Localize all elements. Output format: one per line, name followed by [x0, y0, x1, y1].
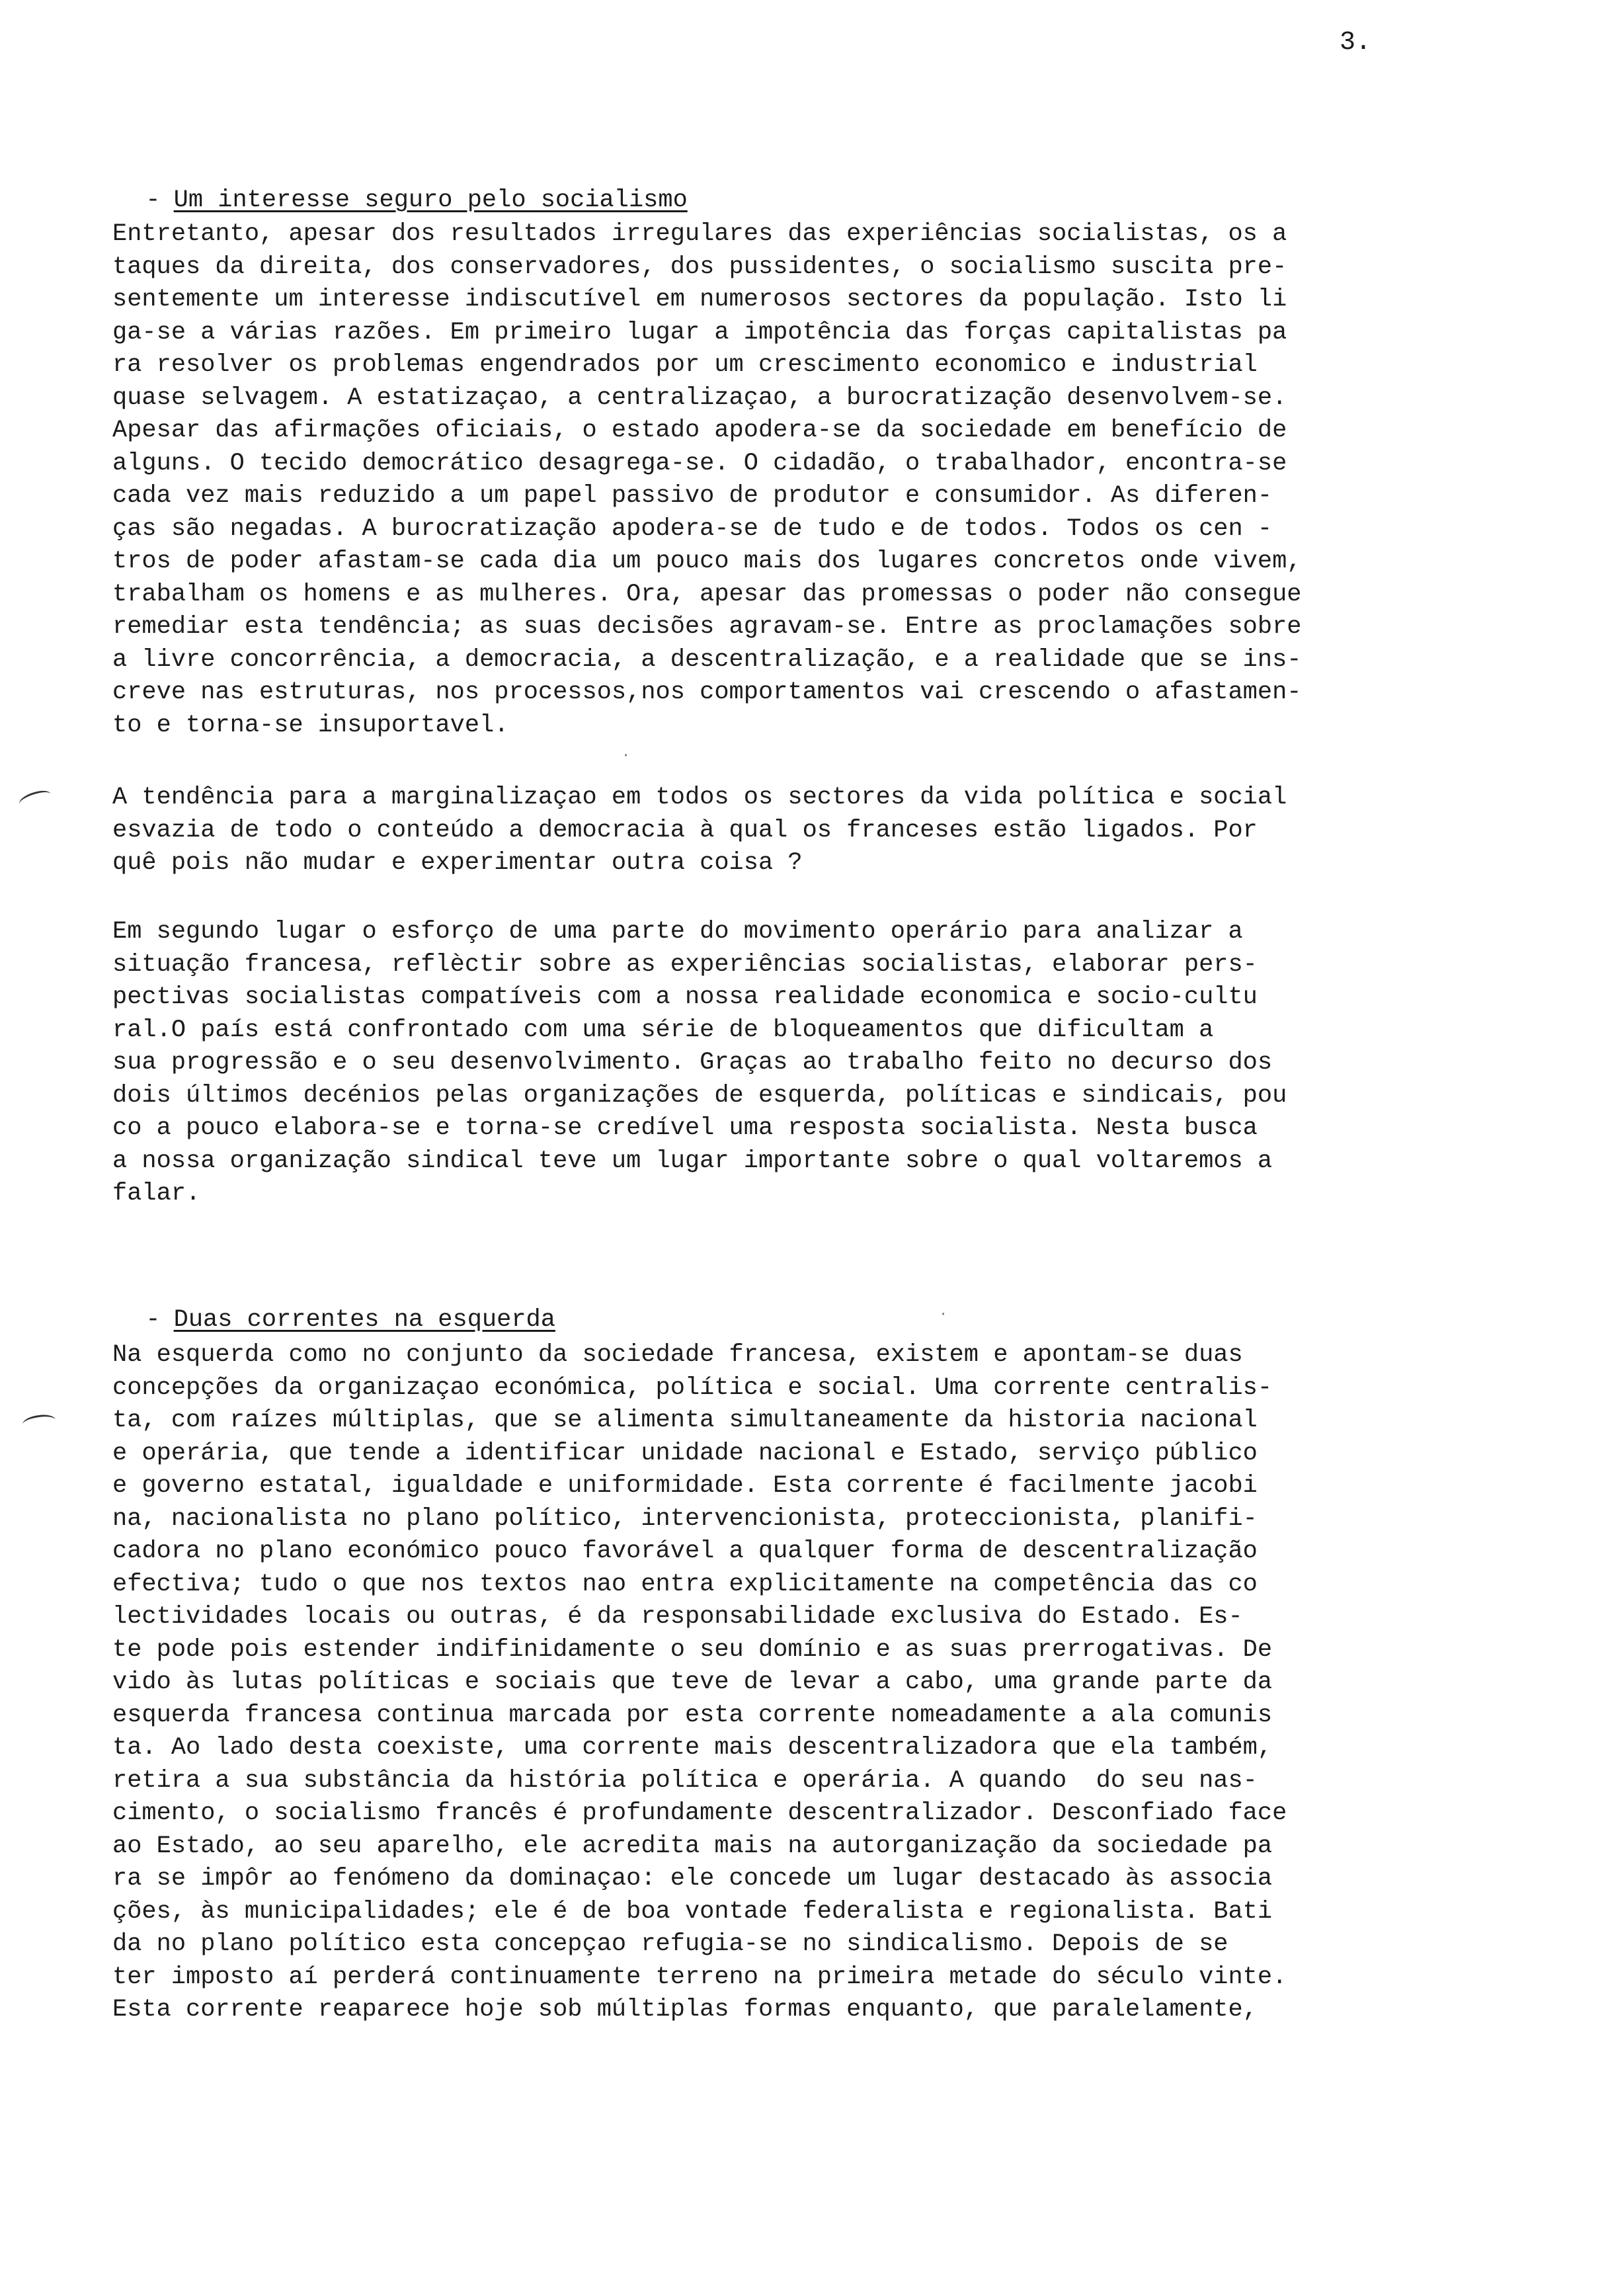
- paragraph: [112, 1339, 1287, 2027]
- text-line: tros de poder afastam-se cada dia um pouco mais dos lugares concretos onde vivem,: [112, 548, 1302, 575]
- text-line: quase selvagem. A estatizaçao, a centralizaçao, a burocratização desenvolvem-se.: [112, 384, 1287, 412]
- text-line: falar.: [112, 1180, 201, 1208]
- text-line: e operária, que tende a identificar unidade nacional e Estado, serviço público: [112, 1439, 1258, 1467]
- text-line: alguns. O tecido democrático desagrega-se. O cidadão, o trabalhador, encontra-se: [112, 449, 1287, 477]
- text-line: ra resolver os problemas engendrados por um crescimento economico e industrial: [112, 351, 1258, 379]
- text-line: taques da direita, dos conservadores, dos pussidentes, o socialismo suscita pre-: [112, 253, 1287, 281]
- text-line: dois últimos decénios pelas organizações de esquerda, políticas e sindicais, pou: [112, 1081, 1287, 1110]
- text-line: cimento, o socialismo francês é profundamente descentralizador. Desconfiado face: [112, 1799, 1287, 1827]
- section-heading: [116, 151, 688, 217]
- text-line: Entretanto, apesar dos resultados irregulares das experiências socialistas, os a: [112, 220, 1287, 248]
- text-line: cadora no plano económico pouco favorável a qualquer forma de descentralização: [112, 1538, 1258, 1565]
- scan-speck: ·: [939, 1306, 948, 1323]
- paragraph: [112, 218, 1302, 742]
- text-line: lectividades locais ou outras, é da responsabilidade exclusiva do Estado. Es-: [112, 1603, 1243, 1631]
- text-line: na, nacionalista no plano político, intervencionista, proteccionista, planifi-: [112, 1504, 1258, 1533]
- text-line: ta. Ao lado desta coexiste, uma corrente mais descentralizadora que ela também,: [112, 1734, 1273, 1762]
- heading-dash: -: [145, 186, 161, 214]
- text-line: remediar esta tendência; as suas decisões agravam-se. Entre as proclamações sobre: [112, 613, 1302, 641]
- text-line: a livre concorrência, a democracia, a descentralização, e a realidade que se ins-: [112, 645, 1302, 674]
- text-line: a nossa organização sindical teve um lugar importante sobre o qual voltaremos a: [112, 1147, 1273, 1175]
- text-line: vido às lutas políticas e sociais que teve de levar a cabo, uma grande parte da: [112, 1668, 1273, 1696]
- text-line: sua progressão e o seu desenvolvimento. Graças ao trabalho feito no decurso dos: [112, 1049, 1273, 1077]
- text-line: ções, às municipalidades; ele é de boa vontade federalista e regionalista. Bati: [112, 1897, 1273, 1926]
- text-line: A tendência para a marginalizaçao em todos os sectores da vida política e social: [112, 784, 1287, 811]
- page-number: 3.: [1340, 28, 1372, 58]
- text-line: da no plano político esta concepçao refugia-se no sindicalismo. Depois de se: [112, 1930, 1228, 1958]
- text-line: creve nas estruturas, nos processos,nos comportamentos vai crescendo o afastamen-: [112, 678, 1302, 706]
- text-line: sentemente um interesse indiscutível em numerosos sectores da população. Isto li: [112, 286, 1287, 313]
- text-line: esvazia de todo o conteúdo a democracia à qual os franceses estão ligados. Por: [112, 816, 1258, 844]
- margin-mark: [17, 788, 53, 811]
- heading-dash: -: [145, 1306, 161, 1334]
- text-line: cada vez mais reduzido a um papel passivo de produtor e consumidor. As diferen-: [112, 482, 1273, 510]
- paragraph: [112, 916, 1287, 1211]
- margin-mark: [22, 1413, 56, 1432]
- text-line: ças são negadas. A burocratização apodera-se de tudo e de todos. Todos os cen -: [112, 514, 1273, 543]
- text-line: Apesar das afirmações oficiais, o estado apodera-se da sociedade em benefício de: [112, 417, 1287, 444]
- text-line: pectivas socialistas compatíveis com a nossa realidade economica e socio-cultu: [112, 983, 1258, 1011]
- scan-speck: ·: [622, 747, 631, 764]
- text-line: ral.O país está confrontado com uma série de bloqueamentos que dificultam a: [112, 1016, 1214, 1044]
- section-heading: [116, 1270, 555, 1336]
- text-line: trabalham os homens e as mulheres. Ora, apesar das promessas o poder não consegue: [112, 580, 1302, 608]
- text-line: esquerda francesa continua marcada por esta corrente nomeadamente a ala comunis: [112, 1701, 1273, 1729]
- text-line: ra se impôr ao fenómeno da dominaçao: ele concede um lugar destacado às associa: [112, 1865, 1273, 1893]
- text-line: retira a sua substância da história política e operária. A quando do seu nas-: [112, 1766, 1258, 1795]
- paragraph: [112, 782, 1287, 880]
- text-line: to e torna-se insuportavel.: [112, 711, 509, 739]
- text-line: ter imposto aí perderá continuamente terreno na primeira metade do século vinte.: [112, 1963, 1287, 1991]
- text-line: situação francesa, reflèctir sobre as experiências socialistas, elaborar pers-: [112, 950, 1258, 979]
- text-line: Esta corrente reaparece hoje sob múltiplas formas enquanto, que paralelamente,: [112, 1996, 1258, 2024]
- text-line: te pode pois estender indifinidamente o seu domínio e as suas prerrogativas. De: [112, 1635, 1273, 1664]
- text-line: Em segundo lugar o esforço de uma parte do movimento operário para analizar a: [112, 918, 1243, 946]
- text-line: ta, com raízes múltiplas, que se alimenta simultaneamente da historia nacional: [112, 1407, 1258, 1434]
- text-line: e governo estatal, igualdade e uniformidade. Esta corrente é facilmente jacobi: [112, 1472, 1258, 1500]
- heading-title: Um interesse seguro pelo socialismo: [173, 186, 688, 214]
- text-line: concepções da organizaçao económica, política e social. Uma corrente centralis-: [112, 1374, 1273, 1402]
- text-line: quê pois não mudar e experimentar outra coisa ?: [112, 849, 803, 877]
- text-line: Na esquerda como no conjunto da sociedade francesa, existem e apontam-se duas: [112, 1341, 1243, 1369]
- text-line: ao Estado, ao seu aparelho, ele acredita mais na autorganização da sociedade pa: [112, 1832, 1273, 1860]
- text-line: efectiva; tudo o que nos textos nao entra explicitamente na competência das co: [112, 1570, 1258, 1598]
- text-line: ga-se a várias razões. Em primeiro lugar a impotência das forças capitalistas pa: [112, 318, 1287, 347]
- text-line: co a pouco elabora-se e torna-se credível uma resposta socialista. Nesta busca: [112, 1114, 1258, 1142]
- heading-title: Duas correntes na esquerda: [173, 1306, 555, 1334]
